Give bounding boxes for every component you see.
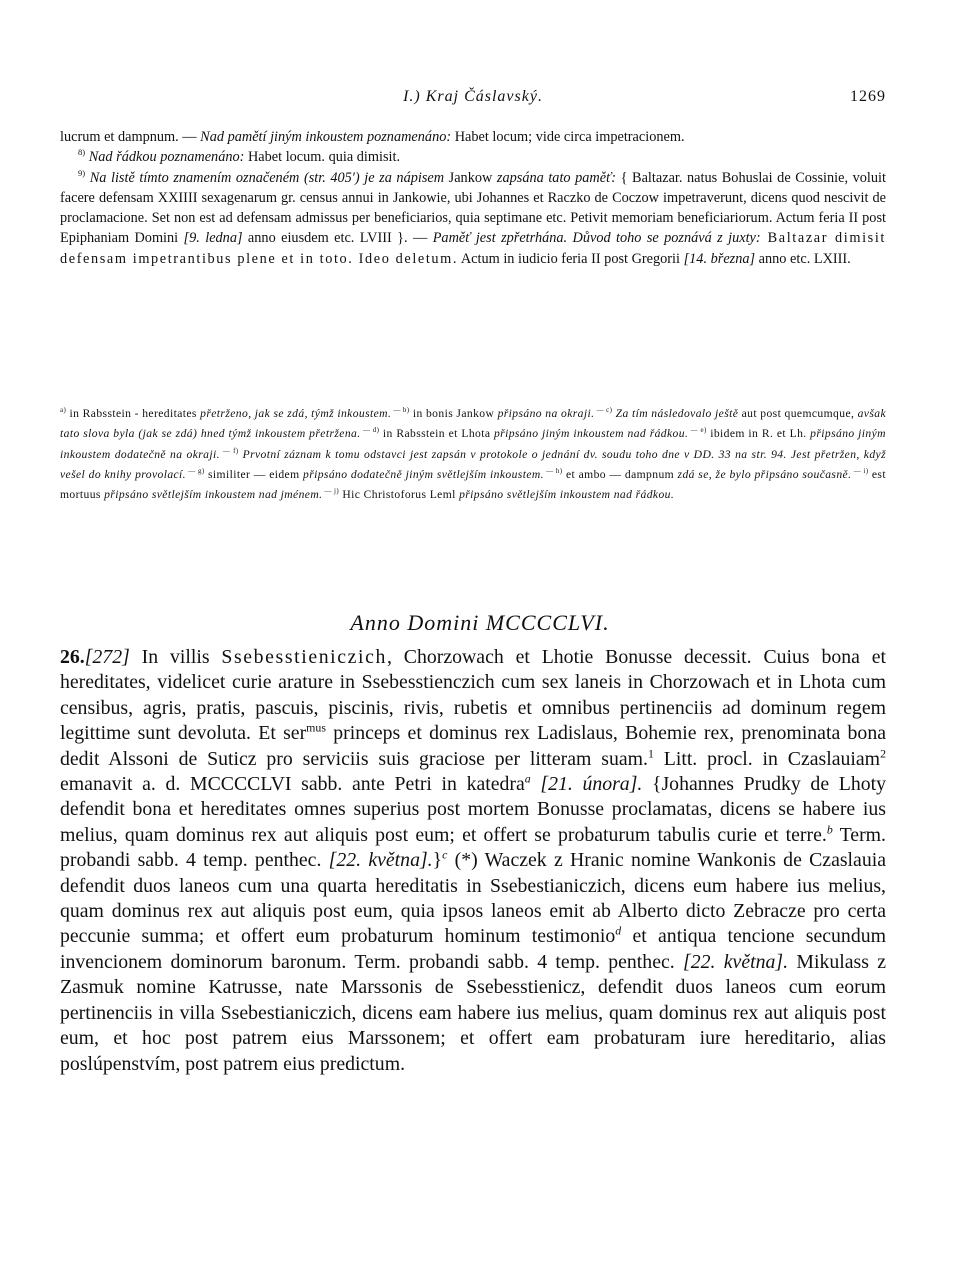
entry-26-body [60,645,886,1077]
entry-text: et antiqua tencione secundum invencionem dominorum baronum. Term. probandi sabb. 4 temp. penthec. [60,925,886,973]
note-spaced-text: Baltazar dimisit defensam impetrantibus plene et in toto. Ideo deletum. [60,230,886,267]
note-italic: zapsána tato paměť: [496,169,617,186]
entry-text: (*) Waczek z Hranic nomine Wankonis de Czaslauia defendit duos laneos cum una quarta hereditatis in Ssebestianiczich, dicens eum habere ius melius, quam dominus rex aut aliquis post eum, quia ipsos laneos emit ab Alberto dicto Zebracze pro certa peccunie summa; et offert eum probaturum hominum testimonio [60,849,886,948]
footnote-marker: — c) [594,406,613,415]
entry-spaced-text: Ssebesstieniczich [221,646,388,668]
entry-date: [22. května]. [683,950,789,973]
footnote-italic: Za tím následovalo ještě [612,407,739,420]
note-italic: Nad pamětí jiným inkoustem poznamenáno: [200,129,452,145]
footnote-italic: připsáno dodatečně jiným světlejším inkoustem. [303,467,544,481]
section-title: Anno Domini MCCCCLVI. [350,610,610,635]
footnote-text: ibidem in R. et Lh. [706,427,811,441]
entry-text [531,773,541,795]
footnote-marker: — j) [322,487,340,496]
header-title: I.) Kraj Čáslavský. [403,88,543,105]
note-text: Jankow [444,169,497,186]
note-marker: 8) [78,147,86,158]
footnote-text: in Rabsstein et Lhota [379,427,494,441]
footnote-ref: d [615,923,622,938]
note-text: Habet locum; vide circa impetracionem. [451,129,685,145]
running-header [60,88,886,112]
footnote-text: in bonis Jankow [409,407,498,420]
footnote-italic: připsáno jiným inkoustem dodatečně na okraji. [60,427,886,461]
entry-reference: [272] [84,646,130,668]
footnote-text: aut post quemcumque, [738,407,858,420]
entry-date: [22. května]. [328,849,433,872]
superscript: mus [306,720,326,735]
note-text: lucrum et dampnum. — [60,129,201,145]
footnote-text: similiter — eidem [204,467,303,481]
footnote-marker: — h) [543,467,563,476]
footnote-marker: a) [60,406,67,415]
note-9 [60,168,886,269]
note-7 [60,127,886,147]
entry-text: , Chorzowach et Lhotie Bonusse decessit. Cuius bona et hereditates, videlicet curie arature in Ssebesstienczich cum sex laneis in Chorzowach et in Lhota cum censibus, agris, pratis, pascuis, piscinis, rivis, rubetis et omnibus pertinenciis ad dominum regem legittime sunt devoluta. Et ser [60,646,887,745]
note-text: anno etc. LXIII. [755,250,851,267]
footnote-italic: připsáno světlejším inkoustem nad jménem. [104,488,323,502]
entry-number: 26. [60,646,85,668]
note-marker: 9) [78,167,86,178]
footnote-marker: — g) [185,467,205,476]
footnote-ref: b [826,822,833,837]
note-italic: [9. ledna] [183,230,243,247]
footnote-marker: — b) [391,406,410,415]
footnote-marker: — i) [851,467,869,476]
footnote-ref: c [442,847,448,862]
entry-text: Term. probandi sabb. 4 temp. penthec. [60,823,886,872]
footnote-italic: Prvotní záznam k tomu odstavci jest zapsán v protokole o jednání dv. soudu toho dne v DD. 33 na str. 94. Jest přetržen, když vešel do knihy provolací. [60,447,886,481]
entry-text: princeps et dominus rex Ladislaus, Bohemie rex, prenominata bona dedit Alssoni de Suticz pro serviciis suis graciose per litteram suam. [60,722,886,770]
entry-text: In villis [129,646,222,668]
footnote-ref: a [524,771,531,786]
entry-text: } [432,849,443,872]
footnote-text: in Rabsstein - hereditates [66,407,201,420]
note-text: { Baltazar. natus Bohuslai de Cossinie, voluit facere defensam XXIIII sexagenarum gr. census annui in Jankowie, ubi Johannes et Raczko de Coczow impetraverunt, dicens quod nescivit de proclamacione. Set non est ad defensam admissus per beneficiarios, quia septimane etc. Petivit memoriam beneficiariorum. Actum feria II post Epiphaniam Domini [60,169,886,247]
entry-text: emanavit a. d. MCCCCLVI sabb. ante Petri in katedra [60,773,525,796]
page-number: 1269 [850,88,886,105]
footnotes [60,404,886,505]
note-italic: [14. března] [683,250,756,267]
footnote-italic: avšak tato slova byla (jak se zdá) hned týmž inkoustem přetržena. [60,407,887,441]
footnote-text: et ambo — dampnum [562,467,678,481]
footnote-italic: připsáno na okraji. [497,407,595,420]
footnote-marker: — e) [688,426,707,435]
footnote-italic: přetrženo, jak se zdá, týmž inkoustem. [200,407,392,420]
editorial-notes [60,127,886,269]
footnote-text: Hic Christoforus Leml [339,488,460,502]
entry-text: Litt. procl. in Czaslauiam [653,747,881,770]
note-italic: Na listě tímto znamením označeném (str. 405′) je za nápisem [85,169,445,186]
note-text: Habet locum. quia dimisit. [244,149,401,166]
note-text: anno eiusdem etc. LVIII }. — [242,230,433,247]
footnote-ref: 1 [647,746,654,761]
footnote-text: est mortuus [60,467,886,502]
entry-text: Mikulass z Zasmuk nomine Katrusse, nate Marssonis de Ssebesstienicz, defendit duos laneos cum eorum pertinenciis in villa Ssebestianiczich, dicens eam habere ius melius, quam dominus rex aut aliquis post eum, et hoc post patrem eius Marssonem; et offert eam probaturam iure hereditario, alias poslúpenstvím, post patrem eius predictum. [60,950,887,1075]
footnote-italic: zdá se, že bylo připsáno současně. [677,467,852,481]
note-italic: Nad řádkou poznamenáno: [85,149,245,166]
footnote-italic: připsáno jiným inkoustem nad řádkou. [493,427,689,441]
entry-text: {Johannes Prudky de Lhoty defendit bona et hereditates omnes superius post mortem Bonusse proclamatas, dicens se habere ius melius, quam dominus rex aut aliquis post eum; et offert se probaturum tabulis curie et terre. [60,773,886,846]
footnote-ref: 2 [880,746,886,761]
footnote-marker: — f) [219,446,239,455]
footnote-marker: — d) [360,426,380,435]
entry-date: [21. února]. [540,773,643,796]
note-text: Actum in iudicio feria II post Gregorii [458,250,684,267]
note-italic: Paměť jest zpřetrhána. Důvod toho se poznává z juxty: [432,230,761,247]
note-8 [60,147,886,167]
footnote-italic: připsáno světlejším inkoustem nad řádkou. [459,488,675,502]
